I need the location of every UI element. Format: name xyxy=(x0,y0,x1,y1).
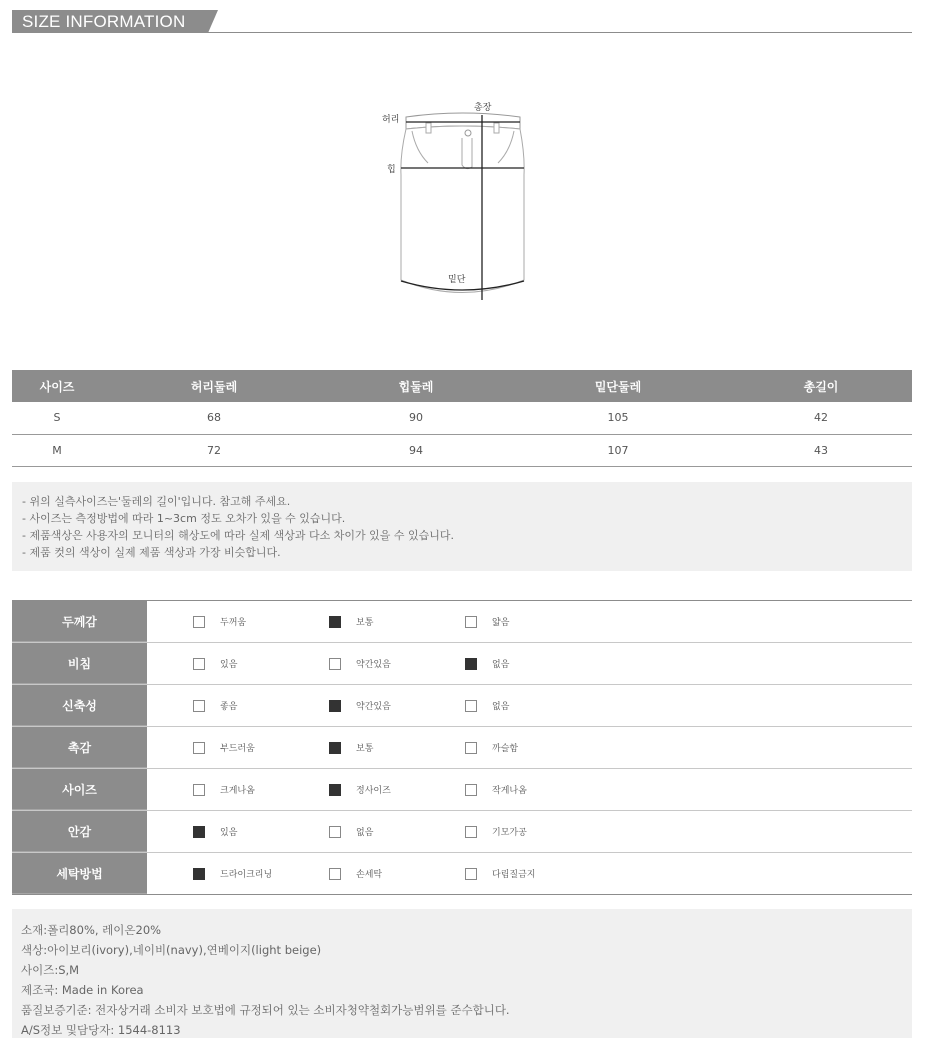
attribute-option xyxy=(465,783,527,796)
attribute-option xyxy=(465,699,509,712)
checked-box-icon xyxy=(329,742,341,754)
attribute-label: 비침 xyxy=(12,643,147,684)
option-label: 약간있음 xyxy=(356,702,391,712)
attribute-label: 촉감 xyxy=(12,727,147,768)
section-header xyxy=(12,10,912,34)
info-color: 색상:아이보리(ivory),네이비(navy),연베이지(light beige) xyxy=(21,943,322,957)
attribute-row xyxy=(12,727,912,769)
table-row xyxy=(12,434,912,466)
unchecked-box-icon xyxy=(465,616,477,628)
attribute-label: 사이즈 xyxy=(12,769,147,810)
skirt-measurement-diagram xyxy=(370,95,540,310)
unchecked-box-icon xyxy=(193,742,205,754)
cell-length: 42 xyxy=(730,402,912,434)
checked-box-icon xyxy=(465,658,477,670)
section-title: SIZE INFORMATION xyxy=(12,10,208,33)
attribute-option xyxy=(193,783,255,796)
info-size: 사이즈:S,M xyxy=(21,963,80,977)
header-waist: 허리둘레 xyxy=(102,370,326,402)
attribute-option xyxy=(193,741,255,754)
option-label: 없음 xyxy=(492,702,510,712)
note-line: - 사이즈는 측정방법에 따라 1~3cm 정도 오차가 있을 수 있습니다. xyxy=(22,512,346,525)
option-label: 얇음 xyxy=(492,618,510,628)
attribute-option xyxy=(193,699,237,712)
attribute-option xyxy=(465,825,527,838)
size-table xyxy=(12,370,912,467)
unchecked-box-icon xyxy=(193,658,205,670)
attribute-options xyxy=(147,643,912,684)
attribute-label: 두께감 xyxy=(12,601,147,642)
cell-length: 43 xyxy=(730,434,912,466)
header-length: 총길이 xyxy=(730,370,912,402)
attribute-option xyxy=(193,867,272,880)
option-label: 있음 xyxy=(220,828,238,838)
option-label: 까슬함 xyxy=(492,744,519,754)
checked-box-icon xyxy=(193,868,205,880)
attribute-options xyxy=(147,853,912,894)
attribute-row xyxy=(12,853,912,895)
attribute-options xyxy=(147,769,912,810)
product-attributes xyxy=(12,600,912,895)
unchecked-box-icon xyxy=(465,826,477,838)
info-as-contact: A/S정보 및담당자: 1544-8113 xyxy=(21,1023,181,1037)
header-hip: 힙둘레 xyxy=(326,370,506,402)
cell-size: S xyxy=(12,402,102,434)
unchecked-box-icon xyxy=(465,784,477,796)
option-label: 보통 xyxy=(356,618,374,628)
cell-waist: 72 xyxy=(102,434,326,466)
attribute-option xyxy=(329,825,373,838)
attribute-option xyxy=(193,825,237,838)
attribute-option xyxy=(329,657,391,670)
attribute-row xyxy=(12,601,912,643)
info-warranty: 품질보증기준: 전자상거래 소비자 보호법에 규정되어 있는 소비자청약철회가능범위를 준수합니다. xyxy=(21,1003,510,1017)
unchecked-box-icon xyxy=(193,700,205,712)
cell-hem: 107 xyxy=(506,434,730,466)
attribute-label: 세탁방법 xyxy=(12,853,147,894)
unchecked-box-icon xyxy=(465,700,477,712)
option-label: 부드러움 xyxy=(220,744,255,754)
checked-box-icon xyxy=(193,826,205,838)
option-label: 있음 xyxy=(220,660,238,670)
option-label: 크게나옴 xyxy=(220,786,255,796)
attribute-option xyxy=(193,657,237,670)
option-label: 손세탁 xyxy=(356,870,383,880)
option-label: 기모가공 xyxy=(492,828,527,838)
unchecked-box-icon xyxy=(193,616,205,628)
checked-box-icon xyxy=(329,616,341,628)
option-label: 작게나옴 xyxy=(492,786,527,796)
attribute-option xyxy=(329,867,382,880)
cell-hip: 94 xyxy=(326,434,506,466)
checked-box-icon xyxy=(329,700,341,712)
attribute-options xyxy=(147,811,912,852)
note-line: - 제품색상은 사용자의 모니터의 해상도에 따라 실제 색상과 다소 차이가 있을 수 있습니다. xyxy=(22,529,454,542)
attribute-options xyxy=(147,685,912,726)
unchecked-box-icon xyxy=(193,784,205,796)
attribute-option xyxy=(193,615,246,628)
total-length-label: 총장 xyxy=(474,103,492,113)
attribute-row xyxy=(12,769,912,811)
unchecked-box-icon xyxy=(329,826,341,838)
size-notes xyxy=(12,482,912,571)
info-material: 소재:폴리80%, 레이온20% xyxy=(21,923,162,937)
note-line: - 위의 실측사이즈는'둘레의 길이'입니다. 참고해 주세요. xyxy=(22,495,291,508)
header-divider xyxy=(12,32,912,33)
checked-box-icon xyxy=(329,784,341,796)
unchecked-box-icon xyxy=(329,868,341,880)
cell-hip: 90 xyxy=(326,402,506,434)
attribute-option xyxy=(329,699,391,712)
attribute-options xyxy=(147,601,912,642)
option-label: 다림질금지 xyxy=(492,870,536,880)
info-origin: 제조국: Made in Korea xyxy=(21,983,144,997)
attribute-option xyxy=(329,741,373,754)
attribute-row xyxy=(12,685,912,727)
header-hem: 밑단둘레 xyxy=(506,370,730,402)
option-label: 보통 xyxy=(356,744,374,754)
title-tab-slant xyxy=(208,10,218,33)
option-label: 약간있음 xyxy=(356,660,391,670)
unchecked-box-icon xyxy=(465,868,477,880)
attribute-options xyxy=(147,727,912,768)
attribute-option xyxy=(465,657,509,670)
option-label: 두꺼움 xyxy=(220,618,247,628)
table-row xyxy=(12,402,912,434)
cell-waist: 68 xyxy=(102,402,326,434)
attribute-option xyxy=(465,615,509,628)
attribute-option xyxy=(329,783,391,796)
hem-label: 밑단 xyxy=(448,275,466,285)
unchecked-box-icon xyxy=(465,742,477,754)
attribute-option xyxy=(465,867,535,880)
option-label: 좋음 xyxy=(220,702,238,712)
header-size: 사이즈 xyxy=(12,370,102,402)
attribute-row xyxy=(12,811,912,853)
option-label: 드라이크리닝 xyxy=(220,870,273,880)
cell-hem: 105 xyxy=(506,402,730,434)
attribute-label: 신축성 xyxy=(12,685,147,726)
note-line: - 제품 컷의 색상이 실제 제품 색상과 가장 비슷합니다. xyxy=(22,546,281,559)
attribute-option xyxy=(329,615,373,628)
attribute-label: 안감 xyxy=(12,811,147,852)
unchecked-box-icon xyxy=(329,658,341,670)
attribute-option xyxy=(465,741,518,754)
option-label: 정사이즈 xyxy=(356,786,391,796)
product-info xyxy=(12,909,912,1038)
option-label: 없음 xyxy=(356,828,374,838)
attribute-row xyxy=(12,643,912,685)
waist-label: 허리 xyxy=(382,115,400,125)
option-label: 없음 xyxy=(492,660,510,670)
cell-size: M xyxy=(12,434,102,466)
hip-label: 힙 xyxy=(387,165,396,175)
size-table-header xyxy=(12,370,912,402)
